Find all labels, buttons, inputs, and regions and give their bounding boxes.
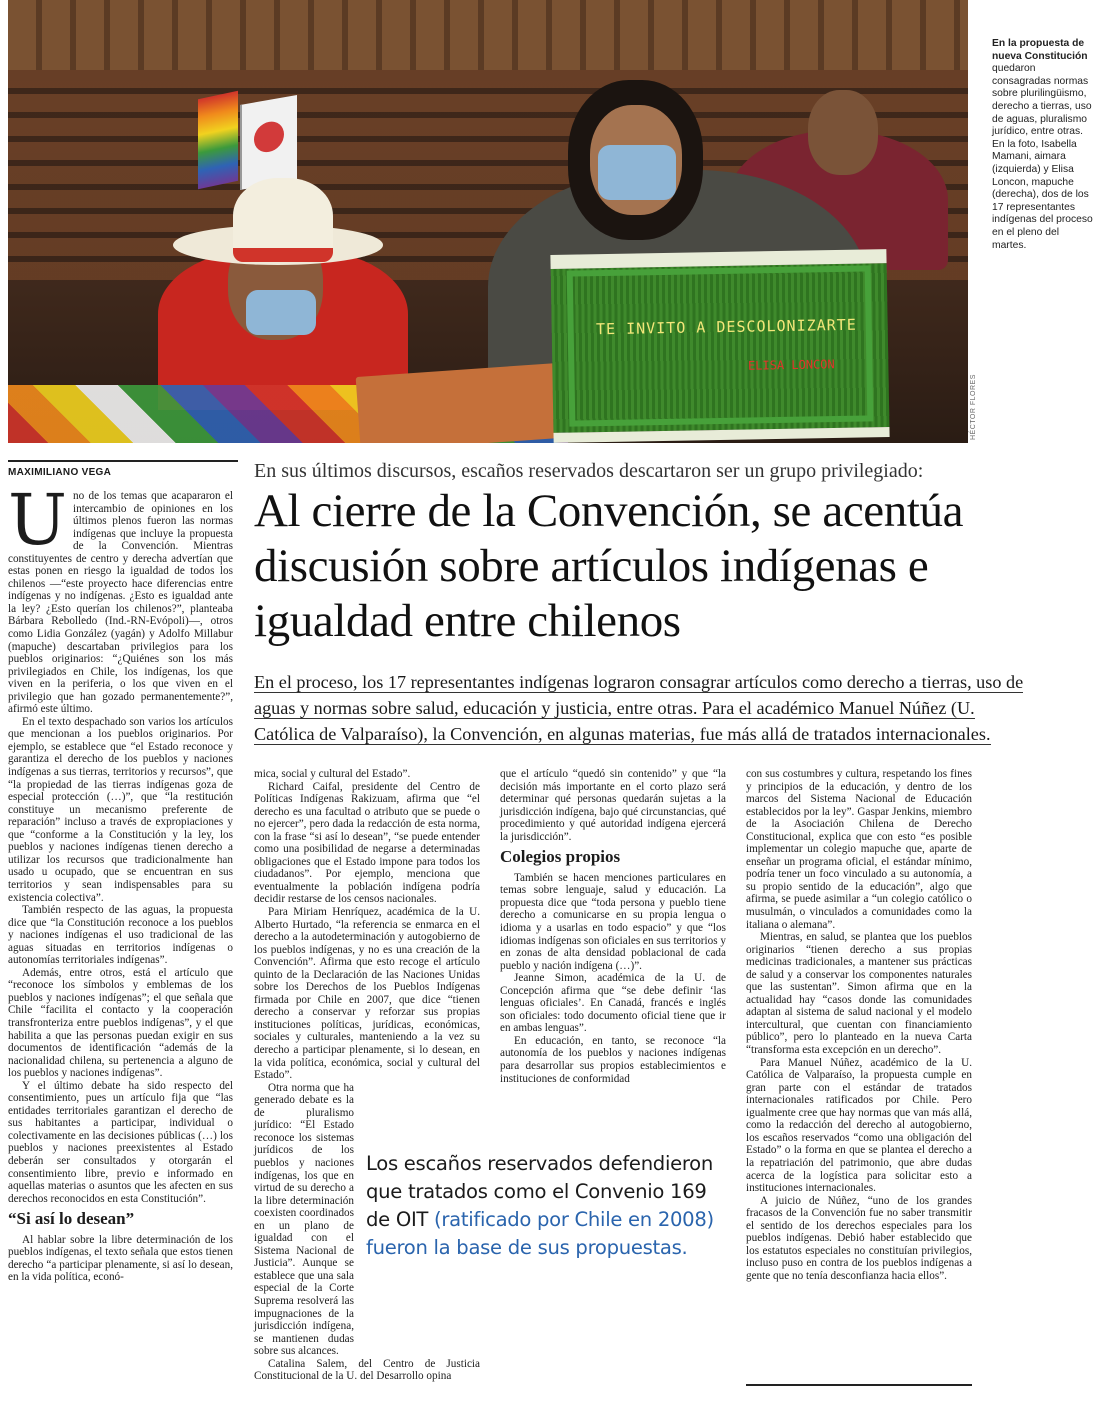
face-mask-right (598, 145, 676, 200)
paragraph: En educación, en tanto, se reconoce “la autonomía de los pueblos y naciones indígenas para desarrollar sus propios establecimientos e instituciones de conformidad (500, 1034, 726, 1085)
green-textile (550, 249, 889, 443)
paragraph: Además, entre otros, está el artículo que “reconoce los símbolos y emblemas de los pueblos y naciones indígenas”; el que señala que Chile “facilita el contacto y la cooperación transfronteriza entre pueblos indígenas”, y el que habilita a que las personas puedan exigir en sus documentos de identificación “además de la nacionalidad chilena, su pertenencia a alguno de los pueblos y naciones indígenas”. (8, 966, 233, 1080)
caption-text: quedaron consagradas normas sobre plurilingüismo, derecho a tierras, uso de aguas, pluralismo jurídico, entre otras. En la foto, Isabella Mamani, aimara (izquierda) y Elisa Loncon, mapuche (derecha), dos de los 17 representantes indígenas del proceso en el pleno del martes. (992, 63, 1093, 251)
paragraph: Para Manuel Núñez, académico de la U. Católica de Valparaíso, la propuesta cumple en gran parte con el estándar de tratados internacionales ratificados por Chile. Pero igualmente cree que hay normas que van más allá, como la redacción del derecho al autogobierno, los escaños reservados “como una obligación del Estado” o la forma en que se plantea el derecho a la repatriación del patrimonio, que abre dudas acerca de la logística para solicitar esto a instituciones internacionales. (746, 1056, 972, 1195)
byline: MAXIMILIANO VEGA (8, 460, 238, 478)
body-column-3 (500, 768, 726, 1085)
deck-line: Católica de Valparaíso), la Convención, en algunas materias, fue más allá de tratados internacionales. (254, 724, 991, 744)
body-column-1 (8, 479, 233, 1284)
paragraph: También se hacen menciones particulares en temas sobre lenguaje, salud y educación. La propuesta dice que “toda persona y pueblo tiene derecho a comunicarse en su propia lengua o idioma y a usarlas en todo espacio” y que “los idiomas indígenas son oficiales en sus territorios y en zonas de alta densidad poblacional de cada pueblo y nación indígena (…)”. (500, 871, 726, 972)
paragraph: Y el último debate ha sido respecto del consentimiento, pues un artículo fija que “las entidades territoriales garantizan el derecho de sus habitantes a participar, individual o colectivamente en las decisiones públicas (…) los pueblos y naciones preexistentes al Estado deberán ser consultados y otorgarán el consentimiento libre, previo e informado en aquellas materias o asuntos que les afecten en sus derechos reconocidos en esta Constitución”. (8, 1079, 233, 1205)
paragraph: con sus costumbres y cultura, respetando los fines y principios de la educación, y dentro de los marcos del Sistema Nacional de Educación establecidos por la ley”. Gaspar Jenkins, miembro de la Asociación Chilena de Derecho Constitucional, explica que con esto “es posible implementar un colegio mapuche que, aparte de enseñar un programa oficial, el estándar mínimo, podría tener un foco vinculado a su autonomía, a su propio sentido de la educación”, algo que afirma, se puede asimilar a “un colegio católico o musulmán, o vinculados a comunidades como la italiana o alemana”. (746, 768, 972, 931)
paragraph: Para Miriam Henríquez, académica de la U. Alberto Hurtado, “la referencia se enmarca en el derecho a la autodeterminación y autogobierno de los pueblos indígenas, y no es una creación de la Convención”. Afirma que esto recoge el artículo quinto de la Declaración de las Naciones Unidas sobre los Derechos de los Pueblos Indígenas firmada por Chile en 2007, que dice “tienen derecho a conservar y reforzar sus propias instituciones políticas, jurídicas, económicas, sociales y culturales, manteniendo a la vez su derecho a participar plenamente, si lo desean, en la vida política, económica, social y cultural del Estado”. (254, 906, 480, 1082)
paragraph: que el artículo “quedó sin contenido” y que “la decisión más importante en el corto plazo será determinar qué personas quedarán sujetas a la jurisdicción indígena, bajo qué circunstancias, qué procedimiento y qué autoridad indígena ejercerá la jurisdicción”. (500, 768, 726, 843)
caption-lead: En la propuesta de nueva Constitución (992, 38, 1088, 62)
paragraph: Catalina Salem, del Centro de Justicia Constitucional de la U. del Desarrollo opina (254, 1357, 480, 1383)
pull-quote-highlight: fueron la base de sus propuestas. (366, 1236, 688, 1259)
paragraph: Mientras, en salud, se plantea que los pueblos originarios “tienen derecho a sus propias medicinas tradicionales, a mantener sus prácticas de salud y a conservar los componentes naturales que las sustentan”. Simon afirma que en la actualidad hay “casos donde las comunidades adaptan al sistema de salud nacional y el modelo intercultural, que cuentan con financiamiento público”, pero lo planteado en la nueva Carta “transforma esta excepción en un derecho”. (746, 931, 972, 1057)
paragraph (8, 479, 233, 716)
drop-cap: U (8, 479, 67, 561)
subheading: Colegios propios (500, 847, 621, 867)
paragraph: Otra norma que ha generado debate es la de pluralismo jurídico: “El Estado reconoce los sistemas jurídicos de los pueblos y naciones indígenas, los que en virtud de su derecho a la libre determinación coexisten coordinados en un plano de igualdad con el Sistema Nacional de Justicia”. Aunque se establece que una sala especial de la Corte Suprema resolverá las impugnaciones de la jurisdicción indígena, se mantienen dudas sobre sus alcances. (254, 1081, 354, 1358)
wiphala-flag (198, 91, 238, 190)
delegate-background-head (808, 90, 878, 175)
article-end-rule (746, 1384, 972, 1386)
face-mask-left (246, 290, 316, 335)
deck-line: En el proceso, los 17 representantes indígenas lograron consagrar artículos como derecho a tierras, uso de (254, 672, 1024, 692)
body-column-4 (746, 768, 972, 1282)
paragraph: mica, social y cultural del Estado”. (254, 768, 411, 780)
paragraph-text: no de los temas que acapararon el intercambio de opiniones en los últimos plenos fueron las normas indígenas que incluye la propuesta de la Convención. Mientras constituyentes de centro y derecha advertían que estas ponen en riesgo la igualdad de todos los chilenos —“este proyecto hace diferencias entre indígenas y no indígenas. ¿Esto es igualdad ante la ley? ¿Esto querían los chilenos?”, planteaba Bárbara Rebolledo (Ind.-RN-Evópoli)—, otros como Lidia González (yagán) y Adolfo Millabur (mapuche) descartaban privilegios para los pueblos originarios: “¿Quiénes son los más privilegiados en Chile, los indígenas, los que viven en la periferia, o los que viven en el privilegio que han gozado permanentemente?”, afirmó este último. (8, 490, 233, 716)
deck-line: aguas y normas sobre salud, educación y justicia, entre otras. Para el académico Manuel Núñez (U. (254, 698, 975, 718)
paragraph: Al hablar sobre la libre determinación de los pueblos indígenas, el texto señala que estos tienen derecho “a participar plenamente, si así lo desean, en la vida política, econó- (8, 1233, 233, 1284)
kicker: En sus últimos discursos, escaños reservados descartaron ser un grupo privilegiado: (254, 460, 924, 482)
photo-credit: HÉCTOR FLORES (970, 374, 977, 440)
constitution-book (356, 363, 561, 443)
pull-quote-text: Los escaños reservados defendieron que tratados como el Convenio 169 de OIT (366, 1152, 713, 1231)
paragraph: Richard Caifal, presidente del Centro de Políticas Indígenas Rakizuam, afirma que “el derecho es una facultad o atributo que se puede o no ejercer”, pero dada la redacción de esta norma, con la frase “si así lo desean”, “se puede entender como una posibilidad de negarse a determinadas obligaciones que el Estado impone para todos los ciudadanos”. Por ejemplo, menciona que eventualmente la población indígena podría decidir restarse de los censos nacionales. (254, 780, 480, 906)
pull-quote (366, 1150, 734, 1262)
paragraph: En el texto despachado son varios los artículos que mencionan a los pueblos originarios. Por ejemplo, se establece que “el Estado reconoce y garantiza el derecho de los pueblos y naciones indígenas a sus tierras, territorios y recursos”, que “la propiedad de las tierras indígenas goza de especial protección (…)”, que “la restitución constituye un mecanismo preferente de reparación” incluso a través de expropiaciones y que “conforme a la Constitución y la ley, los pueblos y naciones indígenas tienen derecho a utilizar los recursos que tradicionalmente han usado u ocupado, que se encuentran en sus territorios y sean indispensables para su existencia colectiva”. (8, 715, 233, 904)
body-column-2 (254, 768, 480, 1383)
paragraph: Jeanne Simon, académica de la U. de Concepción afirma que “se debe definir ‘las lenguas oficiales’. En Canadá, francés e inglés son oficiales: todo documento oficial tiene que ir en ambas lenguas”. (500, 972, 726, 1035)
textile-signature: ELISA LONCON (747, 357, 835, 373)
pull-quote-highlight: (ratificado por Chile en 2008) (434, 1208, 714, 1231)
chamber-wall (8, 0, 968, 70)
deck (254, 669, 1084, 747)
hat-top (233, 178, 333, 262)
paragraph: También respecto de las aguas, la propuesta dice que “la Constitución reconoce a los pueblos y naciones indígenas el uso tradicional de las aguas situadas en territorios indígenas o autonomías territoriales indígenas”. (8, 904, 233, 967)
photo-caption (992, 38, 1094, 252)
mapuche-flag (240, 95, 297, 190)
paragraph: A juicio de Núñez, “uno de los grandes fracasos de la Convención fue no saber transmitir el sentido de los derechos especiales para los pueblos indígenas. Debió haber establecido que los estatutos especiales no constituían privilegios, incluso puso en contra de los pueblos indígenas a gente que no tenía desconfianza hacia ellos”. (746, 1194, 972, 1282)
textile-slogan: TE INVITO A DESCOLONIZARTE (595, 315, 857, 339)
subheading: “Si así lo desean” (8, 1209, 135, 1229)
headline: Al cierre de la Convención, se acentúa discusión sobre artículos indígenas e igualdad entre chilenos (254, 485, 964, 647)
